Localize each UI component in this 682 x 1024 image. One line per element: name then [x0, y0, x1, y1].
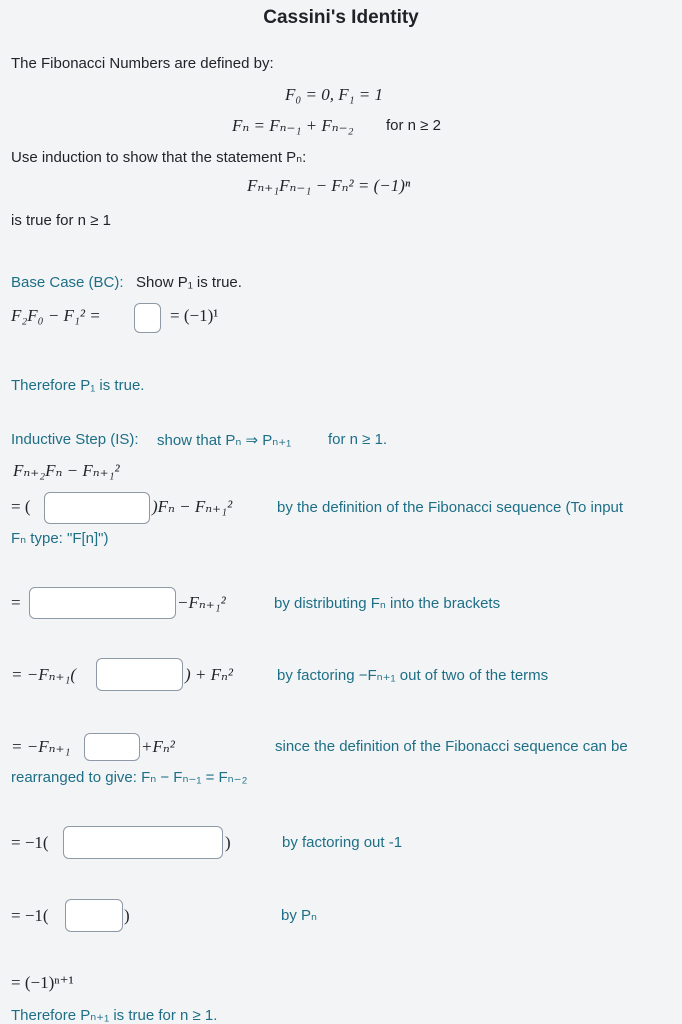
base-case-input[interactable] — [134, 303, 161, 333]
inductive-step-condition: for n ≥ 1. — [328, 431, 388, 448]
step2-reason: by distributing Fₙ into the brackets — [274, 595, 501, 612]
step5-input[interactable] — [63, 826, 223, 859]
step2-prefix: = — [11, 593, 21, 612]
final-expression: = (−1)ⁿ⁺¹ — [11, 973, 74, 992]
inductive-conclusion: Therefore Pₙ₊₁ is true for n ≥ 1. — [11, 1007, 218, 1024]
inductive-step-label: Inductive Step (IS): — [11, 431, 139, 448]
step5-prefix: = −1( — [11, 833, 49, 852]
definition-initial-values: F₀ = 0, F₁ = 1 — [285, 85, 384, 104]
step6-suffix: ) — [124, 906, 130, 925]
step4-prefix: = −Fₙ₊₁ — [11, 737, 71, 756]
intro-text: The Fibonacci Numbers are defined by: — [11, 55, 274, 72]
inductive-step-instruction: show that Pₙ ⇒ Pₙ₊₁ — [157, 432, 292, 449]
step4-input[interactable] — [84, 733, 140, 761]
step1-input[interactable] — [44, 492, 150, 524]
definition-condition: for n ≥ 2 — [386, 117, 441, 134]
base-case-rhs: = (−1)¹ — [170, 306, 219, 325]
base-case-instruction: Show P₁ is true. — [136, 274, 242, 291]
step3-reason: by factoring −Fₙ₊₁ out of two of the terms — [277, 667, 549, 684]
page-title: Cassini's Identity — [263, 7, 419, 28]
definition-recurrence: Fₙ = Fₙ₋₁ + Fₙ₋₂ — [232, 116, 354, 135]
step1-prefix: = ( — [11, 497, 31, 516]
step6-reason: by Pₙ — [281, 907, 317, 924]
step6-prefix: = −1( — [11, 906, 49, 925]
step1-suffix: )Fₙ − Fₙ₊₁² — [152, 497, 233, 516]
step5-reason: by factoring out -1 — [282, 834, 403, 851]
statement-range: is true for n ≥ 1 — [11, 212, 111, 229]
inductive-start-expression: Fₙ₊₂Fₙ − Fₙ₊₁² — [13, 461, 120, 480]
step4-reason: since the definition of the Fibonacci sequence can be — [275, 738, 628, 755]
step6-input[interactable] — [65, 899, 123, 932]
base-case-conclusion: Therefore P₁ is true. — [11, 377, 145, 394]
step5-suffix: ) — [225, 833, 231, 852]
instruction-text: Use induction to show that the statement Pₙ: — [11, 149, 307, 166]
base-case-lhs: F₂F₀ − F₁² = — [11, 306, 101, 325]
step4-suffix: +Fₙ² — [141, 737, 175, 756]
step2-input[interactable] — [29, 587, 176, 619]
step3-suffix: ) + Fₙ² — [185, 665, 234, 684]
step3-prefix: = −Fₙ₊₁( — [11, 665, 77, 684]
base-case-label: Base Case (BC): — [11, 274, 124, 291]
step4-reason-continued: rearranged to give: Fₙ − Fₙ₋₁ = Fₙ₋₂ — [11, 769, 248, 786]
step2-suffix: −Fₙ₊₁² — [177, 593, 226, 612]
cassini-statement: Fₙ₊₁Fₙ₋₁ − Fₙ² = (−1)ⁿ — [247, 176, 411, 195]
step3-input[interactable] — [96, 658, 183, 691]
step1-reason-continued: Fₙ type: "F[n]") — [11, 530, 109, 547]
step1-reason: by the definition of the Fibonacci sequence (To input — [277, 499, 624, 516]
